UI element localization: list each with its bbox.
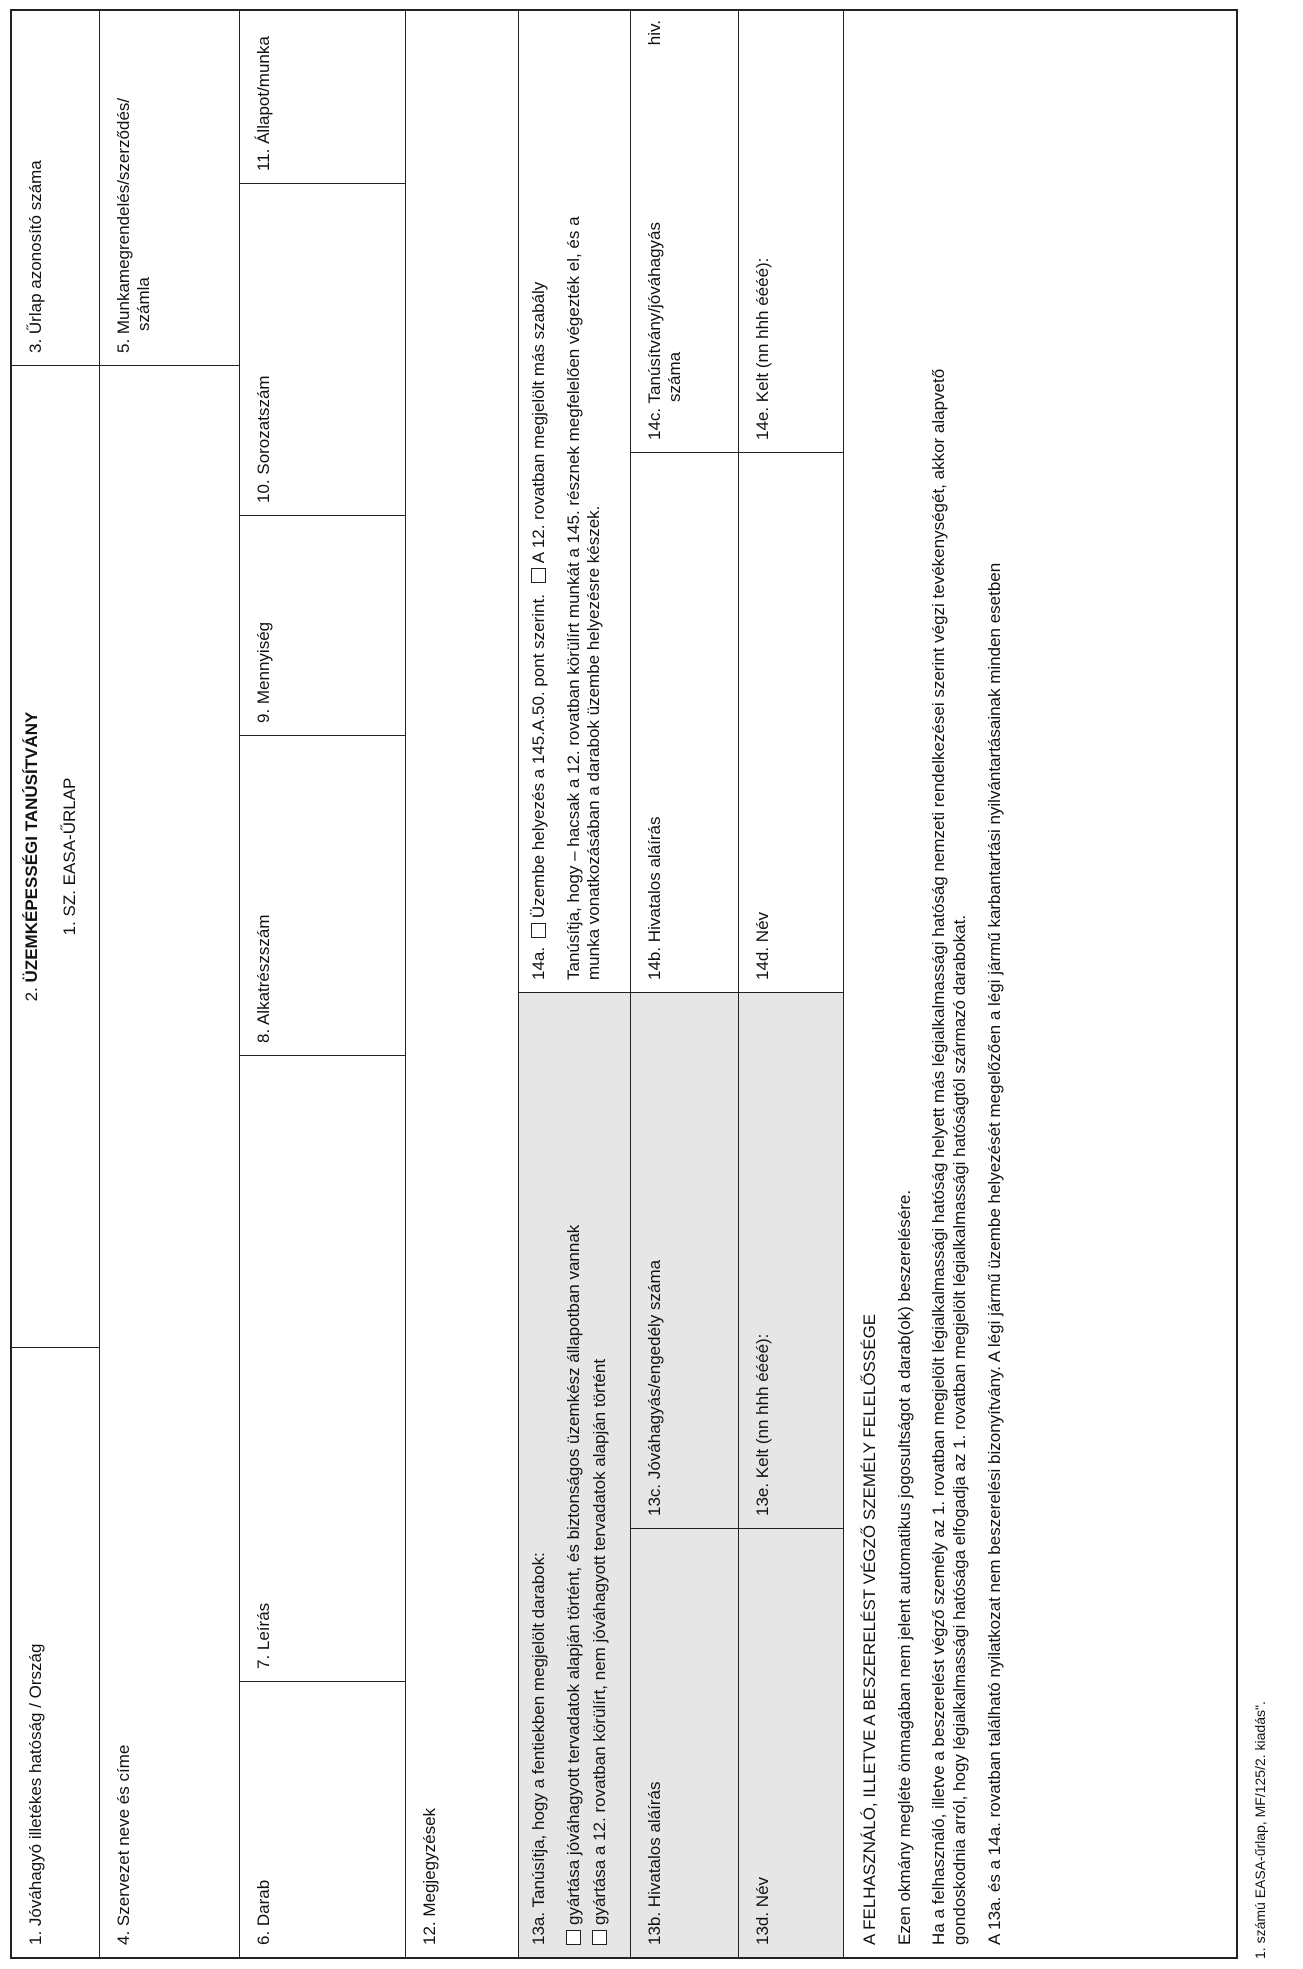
organisation-row <box>100 11 240 1957</box>
box-10-entry <box>288 183 405 515</box>
box-2-subtitle: 1. SZ. EASA-ŰRLAP <box>60 777 79 936</box>
box-14c-suffix: hiv. <box>645 20 664 46</box>
responsibility-content <box>860 25 1006 1945</box>
box-8-entry <box>288 735 405 1055</box>
checkbox-13a-approved-design[interactable] <box>566 1930 581 1945</box>
box-13a-title: 13a. Tanúsítja, hogy a fentiekben megjelölt darabok: <box>529 1552 548 1945</box>
box-2-title-text: ÜZEMKÉPESSÉGI TANÚSÍTVÁNY <box>22 711 41 983</box>
box-4-organisation <box>100 365 239 1957</box>
responsibility-paragraph-1: Ezen okmány megléte önmagában nem jelent automatikus jogosultságot a darab(ok) beszerelésére. <box>894 1189 914 1945</box>
box-14a-content <box>529 216 605 980</box>
box-6-label: 6. Darab <box>254 1879 273 1945</box>
box-6-entry <box>288 1681 405 1957</box>
box-14b-signature <box>631 452 738 992</box>
box-14a-text-1: Tanúsítja, hogy – hacsak a 12. rovatban körülírt munkát a 145. résznek megfelelően végezték el, és a <box>563 216 583 980</box>
box-2-certificate-title <box>12 365 99 1347</box>
box-2-title <box>22 366 42 1347</box>
responsibility-title: A FELHASZNÁLÓ, ILLETVE A BESZERELÉST VÉGZŐ SZEMÉLY FELELŐSSÉGE <box>860 1313 879 1945</box>
box-13b-signature <box>631 1528 738 1957</box>
box-14a-option-1-text: Üzembe helyezés a 145.A.50. pont szerint. <box>529 594 548 919</box>
box-12-label: 12. Megjegyzések <box>420 1807 439 1945</box>
box-11-status <box>240 9 288 183</box>
box-13a-content <box>529 1225 611 1945</box>
box-13e-label: 13e. Kelt (nn hhh éééé): <box>753 1333 772 1516</box>
certification-row <box>519 11 631 1957</box>
box-13a <box>519 992 630 1957</box>
box-14c-line2: száma <box>665 351 685 402</box>
responsibility-paragraph-3: A 13a. és a 14a. rovatban található nyilatkozat nem beszerelési bizonyítvány. A légi jármű üzembe helyezését megelőzően a légi jármű karbantartási nyilvántartásainak minden esetben <box>984 562 1004 1945</box>
box-7-entry <box>288 1055 405 1681</box>
box-1-authority <box>12 1347 99 1957</box>
box-9-entry <box>288 515 405 735</box>
box-1-label: 1. Jóváhagyó illetékes hatóság / Ország <box>26 1643 45 1945</box>
box-8-label: 8. Alkatrészszám <box>254 914 273 1043</box>
box-3-label: 3. Űrlap azonosító száma <box>26 160 45 353</box>
box-13a-option-1-text: gyártása jóváhagyott tervadatok alapján történt, és biztonságos üzemkész állapotban vannak <box>563 1224 583 1925</box>
box-13a-option-2-text: gyártása a 12. rovatban körülírt, nem jóváhagyott tervadatok alapján történt <box>590 1358 610 1925</box>
checkbox-13a-non-approved-design[interactable] <box>592 1930 607 1945</box>
box-14a-text-2: munka vonatkozásában a darabok üzembe helyezésre készek. <box>584 505 604 980</box>
items-entry-row <box>288 11 406 1957</box>
box-10-serial <box>240 183 288 515</box>
name-date-row <box>739 11 844 1957</box>
box-13c-label: 13c. Jóváhagyás/engedély száma <box>645 1259 664 1516</box>
box-5-work-order <box>100 9 239 365</box>
box-14e-date <box>739 9 843 452</box>
box-14e-label: 14e. Kelt (nn hhh éééé): <box>753 257 772 440</box>
items-header-row <box>240 11 288 1957</box>
box-12-remarks <box>406 9 518 1957</box>
box-3-form-id <box>12 9 99 365</box>
responsibility-section <box>844 11 1238 1957</box>
box-13a-option-2 <box>590 1225 611 1945</box>
box-5-label <box>114 98 155 353</box>
box-13d-name <box>739 1528 843 1957</box>
checkbox-14a-other-regulation[interactable] <box>531 568 546 583</box>
footnote: 1. számú EASA-űrlap, MF/125/2. kiadás". <box>1252 1701 1268 1959</box>
signature-row <box>631 11 739 1957</box>
box-14a <box>519 9 630 992</box>
remarks-row <box>406 11 519 1957</box>
box-7-label: 7. Leírás <box>254 1602 273 1669</box>
box-14c-certificate-number <box>631 9 738 452</box>
box-5-line2: számla <box>134 277 154 331</box>
box-6-item <box>240 1681 288 1957</box>
box-14a-option-2-text: A 12. rovatban megjelölt más szabály <box>529 281 548 564</box>
easa-form-1 <box>10 9 1238 1959</box>
box-13d-label: 13d. Név <box>753 1876 772 1945</box>
box-7-description <box>240 1055 288 1681</box>
box-14d-label: 14d. Név <box>753 911 772 980</box>
box-13a-option-1 <box>564 1225 585 1945</box>
box-14c-label <box>645 20 686 440</box>
box-14a-prefix: 14a. <box>529 946 548 980</box>
checkbox-14a-145-a-50[interactable] <box>531 923 546 938</box>
responsibility-paragraph-2b: gondoskodnia arról, hogy légialkalmassági hatósága elfogadja az 1. rovatban megjelölt légialkalmassági hatóságtól származó darabokat. <box>950 914 970 1945</box>
box-14c-line1-text: 14c. Tanúsítvány/jóváhagyás <box>645 222 664 440</box>
box-10-label: 10. Sorozatszám <box>254 375 273 503</box>
box-13e-date <box>739 992 843 1528</box>
box-14c-line1 <box>645 20 665 440</box>
box-14d-name <box>739 452 843 992</box>
box-4-label: 4. Szervezet neve és címe <box>114 1744 133 1945</box>
box-13b-label: 13b. Hivatalos aláírás <box>645 1781 664 1945</box>
header-row <box>12 11 100 1957</box>
box-9-quantity <box>240 515 288 735</box>
box-2-number: 2. <box>22 987 41 1002</box>
box-14b-label: 14b. Hivatalos aláírás <box>645 816 664 980</box>
box-8-part-number <box>240 735 288 1055</box>
box-13c-approval-number <box>631 992 738 1528</box>
box-5-line1: 5. Munkamegrendelés/szerződés/ <box>114 97 133 353</box>
responsibility-paragraph-2a: Ha a felhasználó, illetve a beszerelést végző személy az 1. rovatban megjelölt légialkalmassági hatóság helyett más légialkalmassági hatóság nemzeti rendelkezései szerint végzi tevékenységét, akkor alapvető <box>929 368 949 1945</box>
box-11-entry <box>288 9 405 183</box>
box-11-label: 11. Állapot/munka <box>254 36 273 171</box>
box-14a-options <box>529 216 550 980</box>
box-9-label: 9. Mennyiség <box>254 621 273 723</box>
